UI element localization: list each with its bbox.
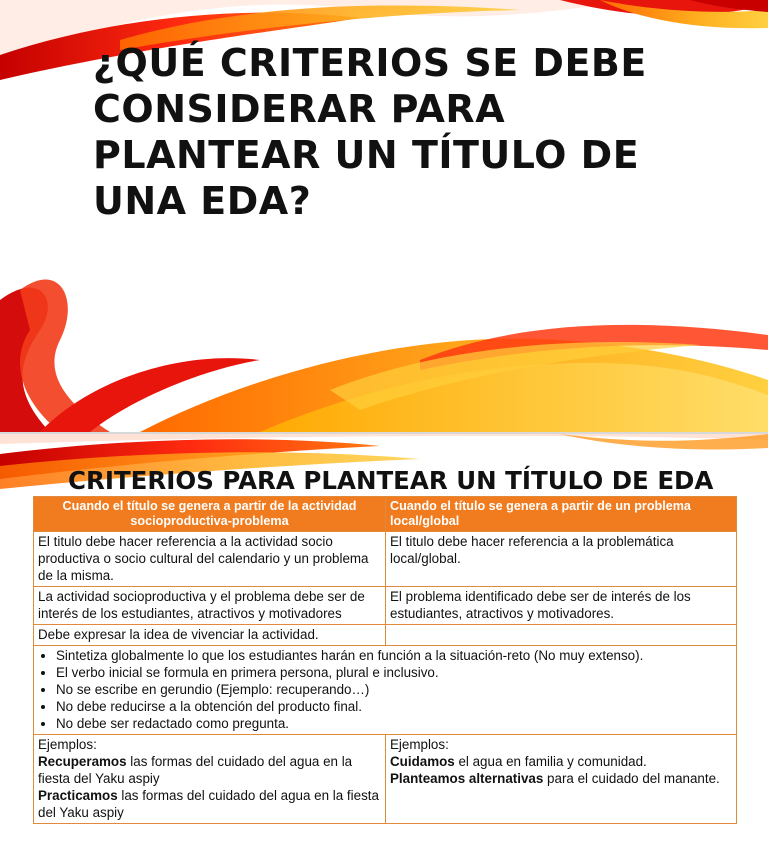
example-item	[390, 770, 732, 787]
table-row-examples	[34, 735, 737, 824]
example-verb: Planteamos alternativas	[390, 771, 544, 786]
table-row	[34, 532, 737, 587]
cell-row2-right: El problema identificado debe ser de interés de los estudiantes, atractivos y motivadores.	[386, 587, 737, 625]
table-row-shared-rules	[34, 646, 737, 735]
slide-1	[0, 0, 768, 432]
examples-right	[386, 735, 737, 824]
example-verb: Practicamos	[38, 788, 118, 803]
examples-left	[34, 735, 386, 824]
example-item	[38, 753, 381, 787]
example-item	[38, 787, 381, 821]
cell-row2-left: La actividad socioproductiva y el problema debe ser de interés de los estudiantes, atractivos y motivadores	[34, 587, 386, 625]
header-problem-based: Cuando el título se genera a partir de un problema local/global	[386, 497, 737, 532]
table-row	[34, 625, 737, 646]
list-item: • Sintetiza globalmente lo que los estudiantes harán en función a la situación-reto (No muy extenso).	[56, 647, 732, 664]
example-text: para el cuidado del manante.	[543, 771, 720, 786]
examples-label: Ejemplos:	[38, 737, 97, 752]
table-header-row	[34, 497, 737, 532]
cell-row1-right: El titulo debe hacer referencia a la problemática local/global.	[386, 532, 737, 587]
example-verb: Recuperamos	[38, 754, 127, 769]
example-text: las formas del cuidado del agua en la fiesta del Yaku aspiy	[38, 754, 353, 786]
examples-label: Ejemplos:	[390, 737, 449, 752]
slide-1-title: ¿QUÉ CRITERIOS SE DEBE CONSIDERAR PARA PLANTEAR UN TÍTULO DE UNA EDA?	[93, 41, 647, 223]
shared-rules-cell	[34, 646, 737, 735]
list-item: • No debe reducirse a la obtención del producto final.	[56, 698, 732, 715]
rules-list	[38, 647, 732, 732]
example-item	[390, 753, 732, 770]
table-row	[34, 587, 737, 625]
example-text: las formas del cuidado del agua en la fiesta del Yaku aspiy	[38, 788, 379, 820]
header-activity-based: Cuando el título se genera a partir de la actividad socioproductiva-problema	[34, 497, 386, 532]
cell-row1-left: El titulo debe hacer referencia a la actividad socio productiva o socio cultural del calendario y un problema de la misma.	[34, 532, 386, 587]
example-text: el agua en familia y comunidad.	[454, 754, 647, 769]
slide-2-title: CRITERIOS PARA PLANTEAR UN TÍTULO DE EDA	[68, 466, 714, 495]
cell-row3-left: Debe expresar la idea de vivenciar la actividad.	[34, 625, 386, 646]
slide-2	[0, 434, 768, 866]
cell-row3-right	[386, 625, 737, 646]
example-verb: Cuidamos	[390, 754, 455, 769]
list-item: • No debe ser redactado como pregunta.	[56, 715, 732, 732]
list-item: • El verbo inicial se formula en primera persona, plural e inclusivo.	[56, 664, 732, 681]
criteria-table	[33, 496, 737, 824]
list-item: • No se escribe en gerundio (Ejemplo: recuperando…)	[56, 681, 732, 698]
